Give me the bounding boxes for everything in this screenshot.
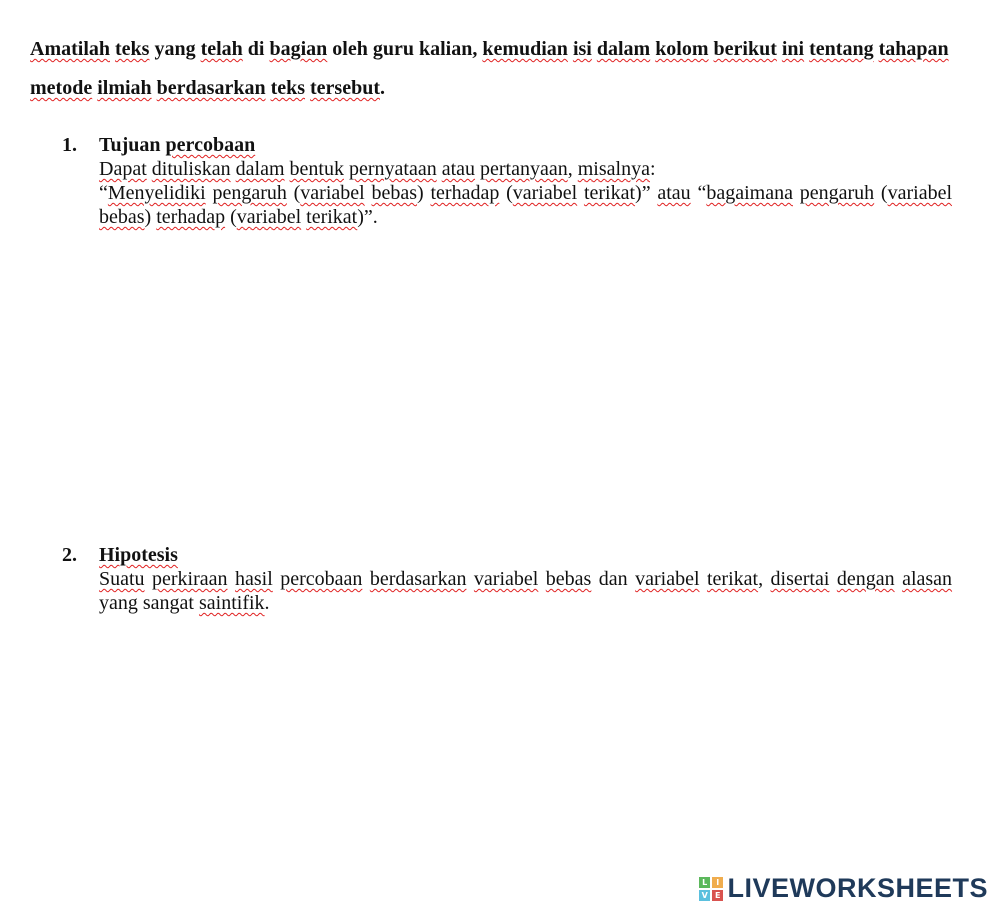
- description-line: [99, 157, 952, 181]
- logo-icon: [699, 877, 723, 901]
- flagged-word: teks: [115, 38, 150, 60]
- section-tujuan-percobaan: [62, 133, 952, 229]
- text-run: yang sangat: [99, 592, 199, 614]
- text-run: “: [99, 182, 108, 204]
- text-run: (: [874, 182, 888, 204]
- text-run: [145, 568, 152, 590]
- logo-letter: I: [712, 877, 723, 888]
- text-run: [577, 182, 584, 204]
- flagged-word: ini: [781, 38, 805, 60]
- flagged-word: Amatilah: [30, 38, 110, 60]
- text-run: ,: [758, 568, 771, 590]
- flagged-word: terhadap: [156, 206, 226, 228]
- text-run: [538, 568, 545, 590]
- flagged-word: dengan: [836, 568, 895, 590]
- logo-letter: L: [699, 877, 710, 888]
- answer-area-hipotesis[interactable]: [62, 630, 952, 860]
- text-run: ,: [567, 158, 578, 180]
- flagged-word: bebas: [99, 206, 145, 228]
- liveworksheets-logo: [699, 873, 988, 904]
- logo-text: LIVEWORKSHEETS: [727, 873, 988, 903]
- flagged-word: saintifik: [198, 592, 265, 614]
- flagged-word: atau: [441, 158, 476, 180]
- flagged-word: ilmiah: [97, 77, 152, 99]
- flagged-word: terikat: [306, 206, 358, 228]
- flagged-word: bebas: [371, 182, 418, 204]
- section-title: [99, 133, 255, 157]
- flagged-word: pengaruh: [212, 182, 287, 204]
- flagged-word: bentuk: [289, 158, 344, 180]
- text-run: )”: [635, 182, 658, 204]
- flagged-word: variabel: [300, 182, 365, 204]
- flagged-word: dituliskan: [151, 158, 231, 180]
- flagged-word: berikut: [713, 38, 777, 60]
- text-run: yang: [149, 38, 201, 60]
- flagged-word: variabel: [473, 568, 539, 590]
- text-run: dan: [591, 568, 636, 590]
- text-run: [466, 568, 473, 590]
- flagged-word: berdasarkan: [156, 77, 266, 99]
- text-run: Tujuan: [99, 134, 166, 156]
- flagged-word: metode: [30, 77, 93, 99]
- flagged-word: kemudian: [482, 38, 568, 60]
- section-number: 2.: [62, 544, 77, 566]
- description-line: [99, 567, 952, 615]
- flagged-word: tentang: [809, 38, 874, 60]
- text-run: [700, 568, 707, 590]
- flagged-word: bagaimana: [706, 182, 793, 204]
- flagged-word: Suatu: [99, 568, 145, 590]
- text-run: (: [499, 182, 513, 204]
- flagged-word: tersebut: [310, 77, 380, 99]
- flagged-word: terikat: [706, 568, 759, 590]
- section-title: [99, 543, 178, 567]
- flagged-word: percobaan: [280, 568, 363, 590]
- section-description: [99, 567, 952, 615]
- text-run: [895, 568, 902, 590]
- flagged-word: hasil: [234, 568, 273, 590]
- section-description: [99, 157, 952, 229]
- flagged-word: telah: [200, 38, 243, 60]
- instructions-paragraph: [30, 30, 950, 108]
- flagged-word: disertai: [770, 568, 830, 590]
- flagged-word: Dapat: [99, 158, 147, 180]
- flagged-word: misalnya: [577, 158, 650, 180]
- text-run: [362, 568, 369, 590]
- text-run: .: [380, 77, 385, 99]
- text-run: “: [690, 182, 707, 204]
- flagged-word: variabel: [635, 568, 700, 590]
- text-run: oleh guru kalian,: [327, 38, 483, 60]
- section-hipotesis: [62, 543, 952, 615]
- flagged-word: variabel: [887, 182, 952, 204]
- text-run: (: [225, 206, 237, 228]
- text-run: [793, 182, 800, 204]
- logo-letter: E: [712, 890, 723, 901]
- flagged-word: tahapan: [878, 38, 949, 60]
- logo-letter: V: [699, 890, 710, 901]
- flagged-word: Menyelidiki: [107, 182, 206, 204]
- flagged-word: pernyataan: [348, 158, 437, 180]
- text-run: ): [417, 182, 431, 204]
- section-heading: [62, 543, 952, 567]
- flagged-word: bagian: [269, 38, 328, 60]
- flagged-word: dalam: [596, 38, 651, 60]
- flagged-word: Hipotesis: [99, 544, 178, 566]
- flagged-word: pertanyaan: [480, 158, 568, 180]
- text-run: [829, 568, 836, 590]
- text-run: ): [144, 206, 157, 228]
- section-heading: [62, 133, 952, 157]
- text-run: di: [242, 38, 270, 60]
- section-number: 1.: [62, 134, 77, 156]
- flagged-word: pengaruh: [799, 182, 875, 204]
- flagged-word: atau: [657, 182, 691, 204]
- text-run: .: [264, 592, 270, 614]
- flagged-word: berdasarkan: [369, 568, 467, 590]
- text-run: [228, 568, 235, 590]
- flagged-word: kolom: [655, 38, 709, 60]
- flagged-word: bebas: [545, 568, 592, 590]
- flagged-word: variabel: [236, 206, 302, 228]
- text-run: (: [286, 182, 301, 204]
- description-line: [99, 181, 952, 229]
- text-run: )”.: [357, 206, 378, 228]
- flagged-word: terikat: [583, 182, 636, 204]
- flagged-word: perkiraan: [152, 568, 228, 590]
- text-run: :: [649, 158, 656, 180]
- flagged-word: percobaan: [165, 134, 256, 156]
- flagged-word: alasan: [902, 568, 953, 590]
- flagged-word: teks: [270, 77, 306, 99]
- flagged-word: isi: [572, 38, 592, 60]
- flagged-word: dalam: [235, 158, 285, 180]
- flagged-word: variabel: [512, 182, 578, 204]
- flagged-word: terhadap: [430, 182, 500, 204]
- answer-area-tujuan[interactable]: [62, 250, 952, 530]
